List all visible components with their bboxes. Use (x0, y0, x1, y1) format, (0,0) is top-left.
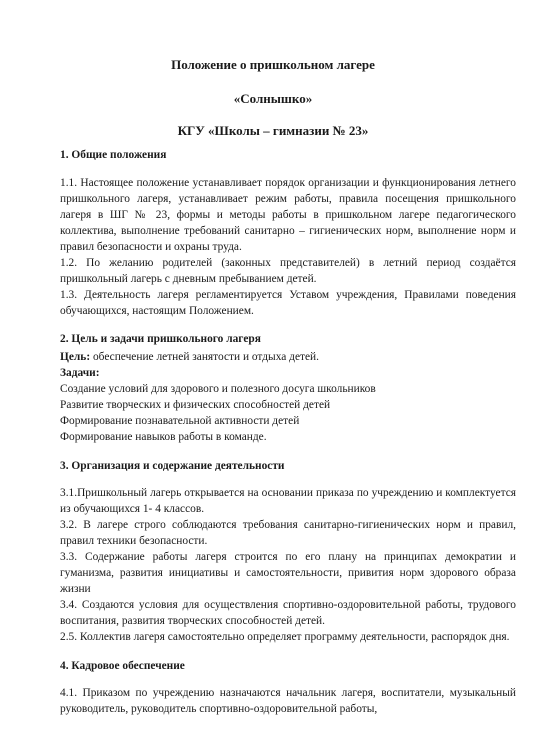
clause-3-2: 3.2. В лагере строго соблюдаются требования санитарно-гигиенических норм и правил, правил техники безопасности. (60, 519, 516, 547)
clause-2-5: 2.5. Коллектив лагеря самостоятельно определяет программу деятельности, распорядок дня. (60, 631, 510, 643)
section-3-heading: 3. Организация и содержание деятельности (60, 460, 285, 472)
document-body (60, 141, 516, 717)
task-item: Формирование навыков работы в команде. (60, 431, 267, 443)
section-1-heading: 1. Общие положения (60, 149, 167, 161)
clause-3-4: 3.4. Создаются условия для осуществления спортивно-оздоровительной работы, трудового воспитания, развития творческих способностей детей. (60, 599, 516, 627)
section-2-heading: 2. Цель и задачи пришкольного лагеря (60, 333, 261, 345)
goal-label: Цель: (60, 351, 91, 363)
clause-1-1: 1.1. Настоящее положение устанавливает порядок организации и функционирования летнего пришкольного лагеря, устанавливает режим работы, правила посещения пришкольного лагеря в ШГ № 23, формы и методы работы в пришкольном лагере педагогического коллектива, выполнение требований санитарно – гигиенических норм, выполнение норм и правил безопасности и охраны труда. (60, 177, 516, 253)
tasks-label: Задачи: (60, 367, 100, 379)
document-title: Положение о пришкольном лагере (171, 57, 375, 72)
clause-1-3: 1.3. Деятельность лагеря регламентируется Уставом учреждения, Правилами поведения обучающихся, настоящим Положением. (60, 289, 516, 317)
camp-name: «Солнышко» (233, 91, 313, 106)
clause-3-3: 3.3. Содержание работы лагеря строится по его плану на принципах демократии и гуманизма, развития инициативы и самостоятельности, привития норм здорового образа жизни (60, 551, 516, 595)
school-name: КГУ «Школы – гимназии № 23» (177, 123, 369, 138)
goal-text: обеспечение летней занятости и отдыха детей. (90, 351, 319, 363)
clause-1-2: 1.2. По желанию родителей (законных представителей) в летний период создаётся пришкольный лагерь с дневным пребыванием детей. (60, 257, 516, 285)
section-4-heading: 4. Кадровое обеспечение (60, 660, 185, 672)
task-item: Создание условий для здорового и полезного досуга школьников (60, 383, 376, 395)
goal-line (60, 349, 516, 365)
clause-4-1: 4.1. Приказом по учреждению назначаются начальник лагеря, воспитатели, музыкальный руководитель, руководитель спортивно-оздоровительной работы, (60, 687, 516, 715)
clause-3-1: 3.1.Пришкольный лагерь открывается на основании приказа по учреждению и комплектуется из обучающихся 1- 4 классов. (60, 487, 516, 515)
task-item: Развитие творческих и физических способностей детей (60, 399, 331, 411)
task-item: Формирование познавательной активности детей (60, 415, 300, 427)
